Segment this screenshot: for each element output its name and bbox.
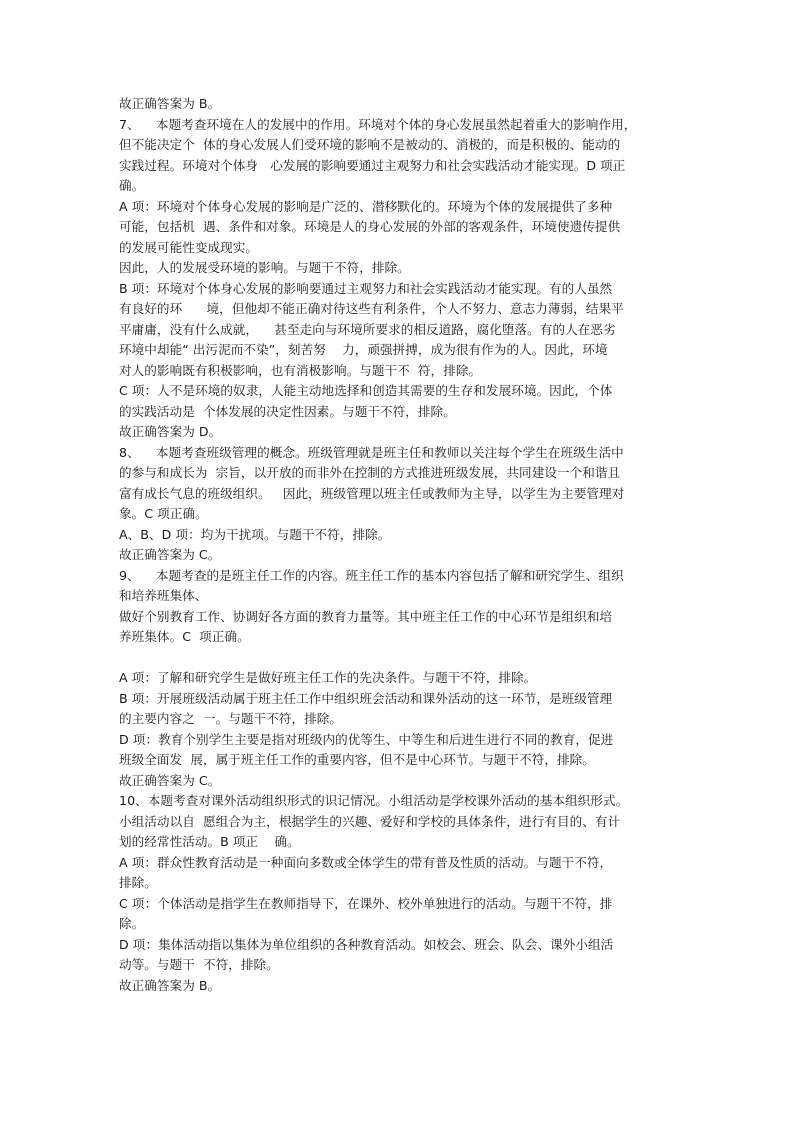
text-line: 划的经常性活动。B 项正 确。: [119, 834, 300, 849]
text-line: 富有成长气息的班级组织。 因此，班级管理以班主任或教师为主导，以学生为主要管理对: [119, 485, 625, 501]
text-line: 养班集体。C 项正确。: [119, 629, 250, 644]
blank-line: [119, 648, 687, 669]
text-line: 故正确答案为 C。: [119, 772, 221, 788]
document-page: [119, 94, 687, 1017]
text-line: 动等。与题干 不符，排除。: [119, 957, 279, 972]
text-line: 7、 本题考查环境在人的发展中的作用。环境对个体的身心发展虽然起着重大的影响作用，: [119, 116, 637, 132]
text-line: 故正确答案为 C。: [119, 547, 221, 562]
text-line: 的主要内容之 一。与题干不符，排除。: [119, 711, 343, 726]
text-line: A 项：环境对个体身心发展的影响是广泛的、潜移默化的。环境为个体的发展提供了多种: [119, 198, 613, 214]
text-line: 故正确答案为 D。: [119, 424, 222, 439]
text-line: C 项：人不是环境的奴隶，人能主动地选择和创造其需要的生存和发展环境。因此，个体: [119, 383, 613, 398]
text-line: 故正确答案为 B。: [119, 977, 221, 993]
text-line: 10、本题考查对课外活动组织形式的识记情况。小组活动是学校课外活动的基本组织形式。: [119, 793, 629, 808]
text-line: A 项：了解和研究学生是做好班主任工作的先决条件。与题干不符，排除。: [119, 670, 537, 685]
text-line: 对人的影响既有积极影响，也有消极影响。与题干不 符，排除。: [119, 362, 482, 378]
text-line: 平庸庸，没有什么成就， 甚至走向与环境所要求的相反道路，腐化堕落。有的人在恶劣: [119, 321, 616, 337]
text-line: 和培养班集体、: [119, 588, 208, 603]
text-line: 实践过程。环境对个体身 心发展的影响要通过主观努力和社会实践活动才能实现。D 项正: [119, 157, 626, 173]
text-line: B 项：环境对个体身心发展的影响要通过主观努力和社会实践活动才能实现。有的人虽然: [119, 280, 613, 296]
text-line: D 项：教育个别学生主要是指对班级内的优等生、中等生和后进生进行不同的教育，促进: [119, 731, 614, 747]
text-line: A、B、D 项：均为干扰项。与题干不符，排除。: [119, 526, 391, 542]
text-line: 的实践活动是 个体发展的决定性因素。与题干不符，排除。: [119, 403, 456, 419]
text-line: 除。: [119, 916, 145, 931]
text-line: 因此，人的发展受环境的影响。与题干不符，排除。: [119, 260, 410, 275]
text-line: 小组活动以自 愿组合为主，根据学生的兴趣、爱好和学校的具体条件，进行有目的、有计: [119, 813, 621, 829]
text-line: B 项：开展班级活动属于班主任工作中组织班会活动和课外活动的这一环节，是班级管理: [119, 690, 613, 706]
text-line: 象。C 项正确。: [119, 506, 208, 521]
text-line: 9、 本题考查的是班主任工作的内容。班主任工作的基本内容包括了解和研究学生、组织: [119, 567, 624, 583]
text-line: 可能，包括机 遇、条件和对象。环境是人的身心发展的外部的客观条件，环境使遗传提供: [119, 219, 621, 234]
text-line: 故正确答案为 B。: [119, 96, 221, 111]
text-line: 班级全面发 展，属于班主任工作的重要内容，但不是中心环节。与题干不符，排除。: [119, 752, 595, 767]
text-line: D 项：集体活动指以集体为单位组织的各种教育活动。如校会、班会、队会、课外小组活: [119, 936, 614, 952]
text-line: [119, 996, 687, 1017]
text-line: 的参与和成长为 宗旨，以开放的而非外在控制的方式推进班级发展，共同建设一个和谐且: [119, 465, 621, 480]
text-line: A 项：群众性教育活动是一种面向多数或全体学生的带有普及性质的活动。与题干不符，: [119, 854, 613, 870]
text-line: C 项：个体活动是指学生在教师指导下，在课外、校外单独进行的活动。与题干不符，排: [119, 895, 613, 911]
text-line: 排除。: [119, 875, 157, 890]
text-line: 但不能决定个 体的身心发展人们受环境的影响不是被动的、消极的，而是积极的、能动的: [119, 137, 621, 152]
text-line: 环境中却能“ 出污泥而不染”，刻苦努 力，顽强拼搏，成为很有作为的人。因此，环境: [119, 342, 608, 357]
text-line: 做好个别教育工作、协调好各方面的教育力量等。其中班主任工作的中心环节是组织和培: [119, 608, 613, 624]
text-line: 确。: [119, 178, 145, 193]
text-line: 的发展可能性变成现实。: [119, 239, 259, 255]
text-line: 有良好的环 境，但他却不能正确对待这些有利条件，个人不努力、意志力薄弱，结果平: [119, 301, 624, 316]
text-line: 8、 本题考查班级管理的概念。班级管理就是班主任和教师以关注每个学生在班级生活中: [119, 444, 624, 460]
